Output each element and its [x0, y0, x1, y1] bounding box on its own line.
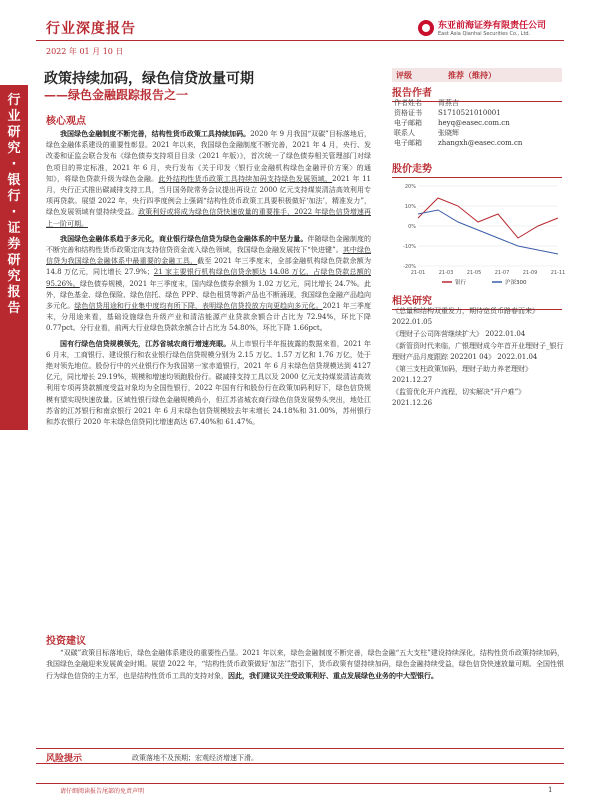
p2-text4: 2021 年三季度末，分用途来看，基础设施绿色升级产业和清洁能源产业贷款余额合计占比为 72.94%，环比下降 0.77pct。分行业看，前两大行业绿色贷款余额合计占比为 54.80%，环比下降 1.66pct。 — [46, 302, 372, 333]
footer-disclaimer: 请仔细阅读报告尾部的免责声明 — [60, 788, 145, 795]
logo-en: East Asia Qianhai Securities Co., Ltd. — [438, 31, 531, 37]
risk-text: 政策落地不及预期；宏观经济增速下滑。 — [132, 754, 258, 762]
header-divider — [36, 40, 564, 41]
p1-underline: 此外结构性货币政策工具持续加码支持绿色发展领域， — [158, 174, 333, 183]
p2-text2: 截至 2021 年三季度末，全部金融机构绿色贷款余额为 14.8 万亿元，同比增长 27.9%； — [46, 257, 371, 277]
report-date: 2022 年 01 月 10 日 — [46, 47, 124, 56]
report-type: 行业深度报告 — [46, 21, 136, 37]
logo-cn: 东亚前海证券有限责任公司 — [438, 21, 547, 31]
rating-value: 推荐（维持） — [448, 70, 496, 80]
author-row: 电子邮箱 zhangxh@easec.com.cn — [394, 139, 523, 147]
x-tick-label: 21-01 — [410, 270, 426, 276]
y-tick-label: 20% — [404, 184, 416, 190]
p2-text3: 绿色债券规模，2021 年三季度末，国内绿色债券余额为 1.02 万亿元，同比增长 24.7%。此外，绿色基金、绿色保险、绿色信托、绿色 PPP、绿色租赁等新产品也不断涌现，我国绿色金融产品趋向多元化。 — [46, 279, 371, 311]
y-tick-label: -10% — [403, 244, 416, 250]
paragraph-2 — [46, 233, 371, 335]
author-row: 资格证书 S1710521010001 — [394, 109, 501, 117]
p2-underline: 其中绿色信贷为我国绿色金融体系中最重要的金融工具， — [46, 246, 372, 266]
author-heading: 报告作者 — [392, 84, 562, 102]
x-tick-label: 21-05 — [466, 270, 482, 276]
main-column — [46, 128, 371, 431]
rating-label: 评级 — [396, 70, 412, 80]
p1-text2: 2021 年 11 月，央行正式推出碳减排支持工具，当月国务院常务会议提出再设立 2000 亿元支持煤炭清洁高效利用专项再贷款。展望 2022 年，央行四季度例会上强调“结构性货币政策工具要积极做好‘加法’，精准发力”，绿色发展领域有望持续受益。 — [46, 174, 372, 217]
trend-svg — [392, 180, 566, 290]
y-tick-label: -20% — [403, 264, 416, 270]
related-list — [392, 306, 564, 410]
trend-heading: 股价走势 — [392, 160, 562, 178]
risk-box — [36, 748, 564, 764]
page-number: 1 — [548, 786, 553, 794]
related-item[interactable]: 《理财子公司阵营继续扩大》 2022.01.04 — [392, 330, 526, 338]
logo-icon — [418, 20, 434, 36]
author-row: 联系人 张晓辉 — [394, 129, 459, 137]
x-tick-label: 21-11 — [550, 270, 566, 276]
author-row: 作者姓名 胥燕吉 — [394, 99, 459, 107]
p2-underline3: 绿色信贷用途和行业集中度均有所下降，表明绿色信贷投放方向更趋向多元化。 — [74, 302, 323, 311]
author-email[interactable]: heyq@easec.com.cn — [438, 119, 510, 127]
p1-text: 2020 年 9 月我国“双碳”目标落地后，绿色金融体系建设的重要性彰显。2021 年以来，我国绿色金融制度不断完善，2021 年 4 月，央行、发改委和证监会联合发布《绿色债券支持项目目录（2021 年版）》，首次统一了绿色债券相关管理部门对绿色项目的界定标准，2021 年 6 月，央行发布《关于印发〈银行业金融机构绿色金融评价方案〉的通知》，将绿色贷款升级为绿色金融。 — [46, 130, 371, 183]
p1-underline2: 政策利好或将成为绿色信贷快速放量的重要推手，2022 年绿色信贷增速再上一阶可期。 — [46, 208, 371, 228]
related-heading: 相关研究 — [392, 292, 562, 310]
investment-heading: 投资建议 — [46, 636, 86, 647]
series-line-沪深300 — [418, 210, 558, 254]
author-info — [394, 98, 564, 148]
report-title: 政策持续加码，绿色信贷放量可期 — [44, 71, 254, 87]
x-tick-label: 21-03 — [438, 270, 454, 276]
p2-text: 伴随绿色金融制度的不断完善和结构性货币政策定向支持信贷资金流入绿色领域，我国绿色金融发展按下“快进键”。 — [46, 234, 372, 255]
stock-trend-chart — [392, 180, 566, 290]
paragraph-1 — [46, 128, 371, 230]
report-subtitle: ——绿色金融跟踪报告之一 — [44, 88, 189, 102]
p3-text: 从上市银行半年报披露的数据来看，2021 年 6 月末，工商银行、建设银行和农业银行绿色信贷规模分别为 2.15 万亿、1.57 万亿和 1.76 万亿，处于绝对领先地位。股份行中的兴业银行作为我国第一家赤道银行，2021 年 6 月末绿色信贷规模达到 4127 亿元，同比增长 29.19%，规模和增速均领跑股份行。碳减排支持工具以及 2000 亿元支持煤炭清洁高效利用专项再贷款额度受益对象均为全国性银行，2022 年国有行和股份行在政策加码利好下，绿色信贷规模有望实现快速放量。区域性银行绿色金融规模尚小，但江苏省城农商行绿色信贷发展势头突出，地处江苏省的江苏银行和南京银行 2021 年 6 月末绿色信贷规模较去年末增长 24.18%和 31.00%，苏州银行和苏农银行 2020 年末绿色信贷同比增速高达 67.40%和 61.47%。 — [46, 339, 372, 427]
author-row: 电子邮箱 heyq@easec.com.cn — [394, 119, 510, 127]
related-item[interactable]: 《监管优化开户流程，切实解决“开户难”》 2021.12.26 — [392, 388, 526, 407]
legend-label: 银行 — [455, 280, 467, 286]
rating-box — [392, 68, 562, 82]
sidebar-text: 行业研究·银行·证券研究报告 — [7, 93, 21, 316]
x-tick-label: 21-07 — [494, 270, 510, 276]
related-item[interactable]: 《第三支柱政策加码，理财子助力养老理财》 2021.12.27 — [392, 365, 532, 384]
core-view-heading: 核心观点 — [46, 116, 86, 127]
legend-label: 沪深300 — [505, 280, 527, 286]
risk-label: 风险提示 — [46, 754, 83, 764]
y-tick-label: 10% — [404, 204, 416, 210]
p1-bold: 我国绿色金融制度不断完善，结构性货币政策工具持续加码。 — [60, 129, 251, 138]
investment-bold: 因此，我们建议关注受政策利好、重点发展绿色业务的中大型银行。 — [228, 671, 438, 681]
p2-bold: 我国绿色金融体系趋于多元化，商业银行绿色信贷为绿色金融体系的中坚力量。 — [60, 233, 308, 243]
related-item[interactable]: 《总量和结构双重发力，期待宽货币路春而来》 2022.01.05 — [392, 307, 539, 326]
paragraph-3 — [46, 338, 371, 429]
p2-underline2: 21 家主要银行机构绿色信贷余额达 14.08 万亿，占绿色贷款总额的 95.26%。 — [46, 268, 371, 288]
contact-email[interactable]: zhangxh@easec.com.cn — [438, 139, 523, 147]
investment-block — [46, 648, 564, 686]
footer-divider — [36, 783, 564, 784]
investment-text: “双碳”政策目标落地后，绿色金融体系建设的重要性凸显。2021 年以来，绿色金融制度不断完善，绿色金融“五大支柱”建设持续深化，结构性货币政策持续加码，我国绿色金融迎来发展黄金时期。展望 2022 年，“结构性货币政策做好‘加法’”指引下，货币政策有望持续加码，绿色金融持续受益，绿色信贷快速放量可期。全国性银行为绿色信贷的主力军，也是结构性货币工具的支持对象， — [46, 649, 564, 681]
related-item[interactable]: 《新管资时代来临，广银理财成今年首开业理财子_银行理财产品月度跟踪 202201 04》 2022.01.04 — [392, 342, 564, 361]
category-sidebar — [0, 85, 28, 430]
y-tick-label: 0% — [408, 224, 416, 230]
series-line-银行 — [418, 198, 558, 238]
x-tick-label: 21-09 — [522, 270, 538, 276]
company-logo — [418, 18, 568, 42]
p3-bold: 国有行绿色信贷规模领先，江苏省城农商行增速亮眼。 — [60, 338, 231, 348]
investment-paragraph — [46, 648, 564, 683]
